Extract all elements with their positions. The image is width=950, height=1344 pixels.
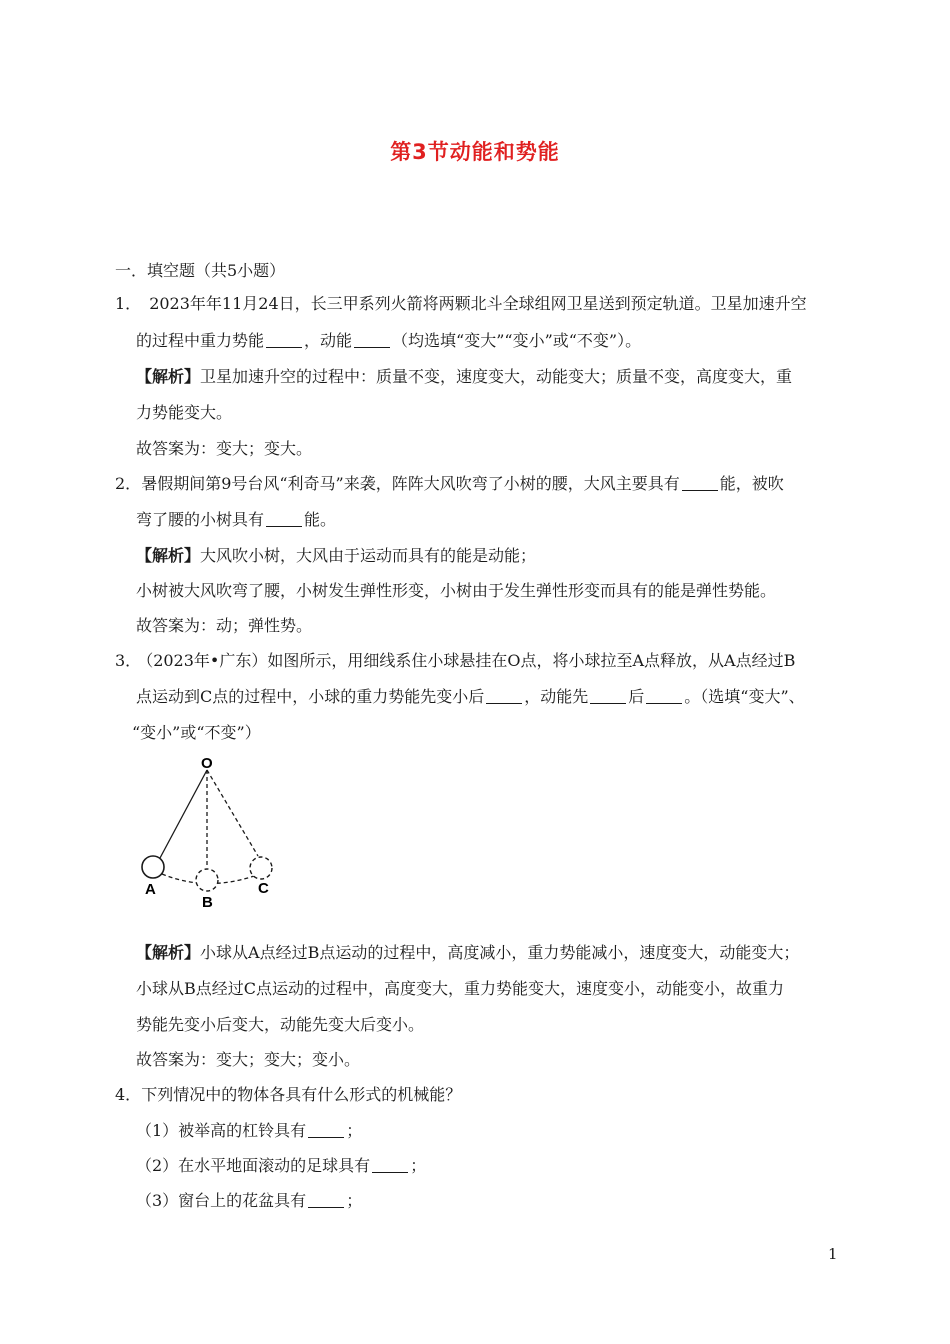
label-b: B	[202, 894, 213, 911]
analysis-tag: 【解析】	[136, 943, 201, 962]
q2-line-1: 2．暑假期间第9号台风“利奇马”来袭，阵阵大风吹弯了小树的腰，大风主要具有 能，被吹	[115, 474, 784, 493]
label-o: O	[201, 755, 213, 772]
page-title: 第3节动能和势能	[390, 140, 560, 164]
section-heading: 一．填空题（共5小题）	[115, 261, 286, 280]
label-c: C	[258, 880, 269, 897]
q3-analysis-line-2: 小球从B点经过C点运动的过程中，高度变大，重力势能变大，速度变小，动能变小，故重力	[136, 979, 785, 998]
q3-answer: 故答案为：变大；变大；变小。	[136, 1050, 361, 1069]
q2-analysis-line-2: 小树被大风吹弯了腰，小树发生弹性形变，小树由于发生弹性形变而具有的能是弹性势能。	[136, 581, 777, 600]
q3-number: 3．	[115, 651, 142, 670]
q4-sub-2: （2）在水平地面滚动的足球具有 ；	[136, 1156, 427, 1175]
q1-analysis-line-2: 力势能变大。	[136, 403, 233, 422]
answer-blank[interactable]	[372, 1156, 408, 1173]
answer-blank[interactable]	[486, 687, 522, 704]
q3-line-2: 点运动到C点的过程中，小球的重力势能先变小后 ，动能先 后 。（选填“变大”、	[136, 687, 805, 706]
q1-answer: 故答案为：变大；变大。	[136, 439, 313, 458]
q1-number: 1．	[115, 294, 142, 313]
q3-analysis-line-3: 势能先变小后变大，动能先变大后变小。	[136, 1015, 425, 1034]
ball-b	[196, 869, 218, 891]
q3-line-1: 3． （2023年•广东）如图所示，用细线系住小球悬挂在O点，将小球拉至A点释放，从A点经过B	[115, 651, 796, 670]
ball-c	[250, 857, 272, 879]
q2-answer: 故答案为：动；弹性势。	[136, 616, 313, 635]
q1-analysis-line-1: 【解析】卫星加速升空的过程中：质量不变，速度变大，动能变大；质量不变，高度变大，重	[136, 367, 793, 386]
q1-line-2: 的过程中重力势能 ，动能 （均选填“变大”“变小”或“不变”）。	[136, 331, 642, 350]
q4-line-1: 4．下列情况中的物体各具有什么形式的机械能？	[115, 1085, 462, 1104]
q2-number: 2．	[115, 474, 142, 493]
q2-analysis-line-1: 【解析】大风吹小树，大风由于运动而具有的能是动能；	[136, 546, 537, 565]
label-a: A	[145, 881, 156, 898]
answer-blank[interactable]	[266, 510, 302, 527]
q3-line-3: “变小”或“不变”）	[132, 723, 261, 742]
answer-blank[interactable]	[308, 1191, 344, 1208]
page-number: 1	[828, 1245, 838, 1263]
answer-blank[interactable]	[590, 687, 626, 704]
answer-blank[interactable]	[308, 1121, 344, 1138]
analysis-tag: 【解析】	[136, 367, 201, 386]
q4-number: 4．	[115, 1085, 142, 1104]
answer-blank[interactable]	[646, 687, 682, 704]
answer-blank[interactable]	[354, 331, 390, 348]
q4-sub-3: （3）窗台上的花盆具有 ；	[136, 1191, 363, 1210]
pendulum-string-dashed	[207, 770, 258, 856]
q2-line-2: 弯了腰的小树具有 能。	[136, 510, 337, 529]
answer-blank[interactable]	[266, 331, 302, 348]
pendulum-string	[160, 770, 207, 858]
q3-analysis-line-1: 【解析】小球从A点经过B点运动的过程中，高度减小，重力势能减小，速度变大，动能变大；	[136, 943, 800, 962]
q4-sub-1: （1）被举高的杠铃具有 ；	[136, 1121, 363, 1140]
q1-line-1: 1． 2023年年11月24日，长三甲系列火箭将两颗北斗全球组网卫星送到预定轨道。卫星加速升空	[115, 294, 807, 313]
analysis-tag: 【解析】	[136, 546, 201, 565]
ball-a	[142, 856, 164, 878]
answer-blank[interactable]	[682, 474, 718, 491]
pendulum-figure	[136, 752, 286, 912]
